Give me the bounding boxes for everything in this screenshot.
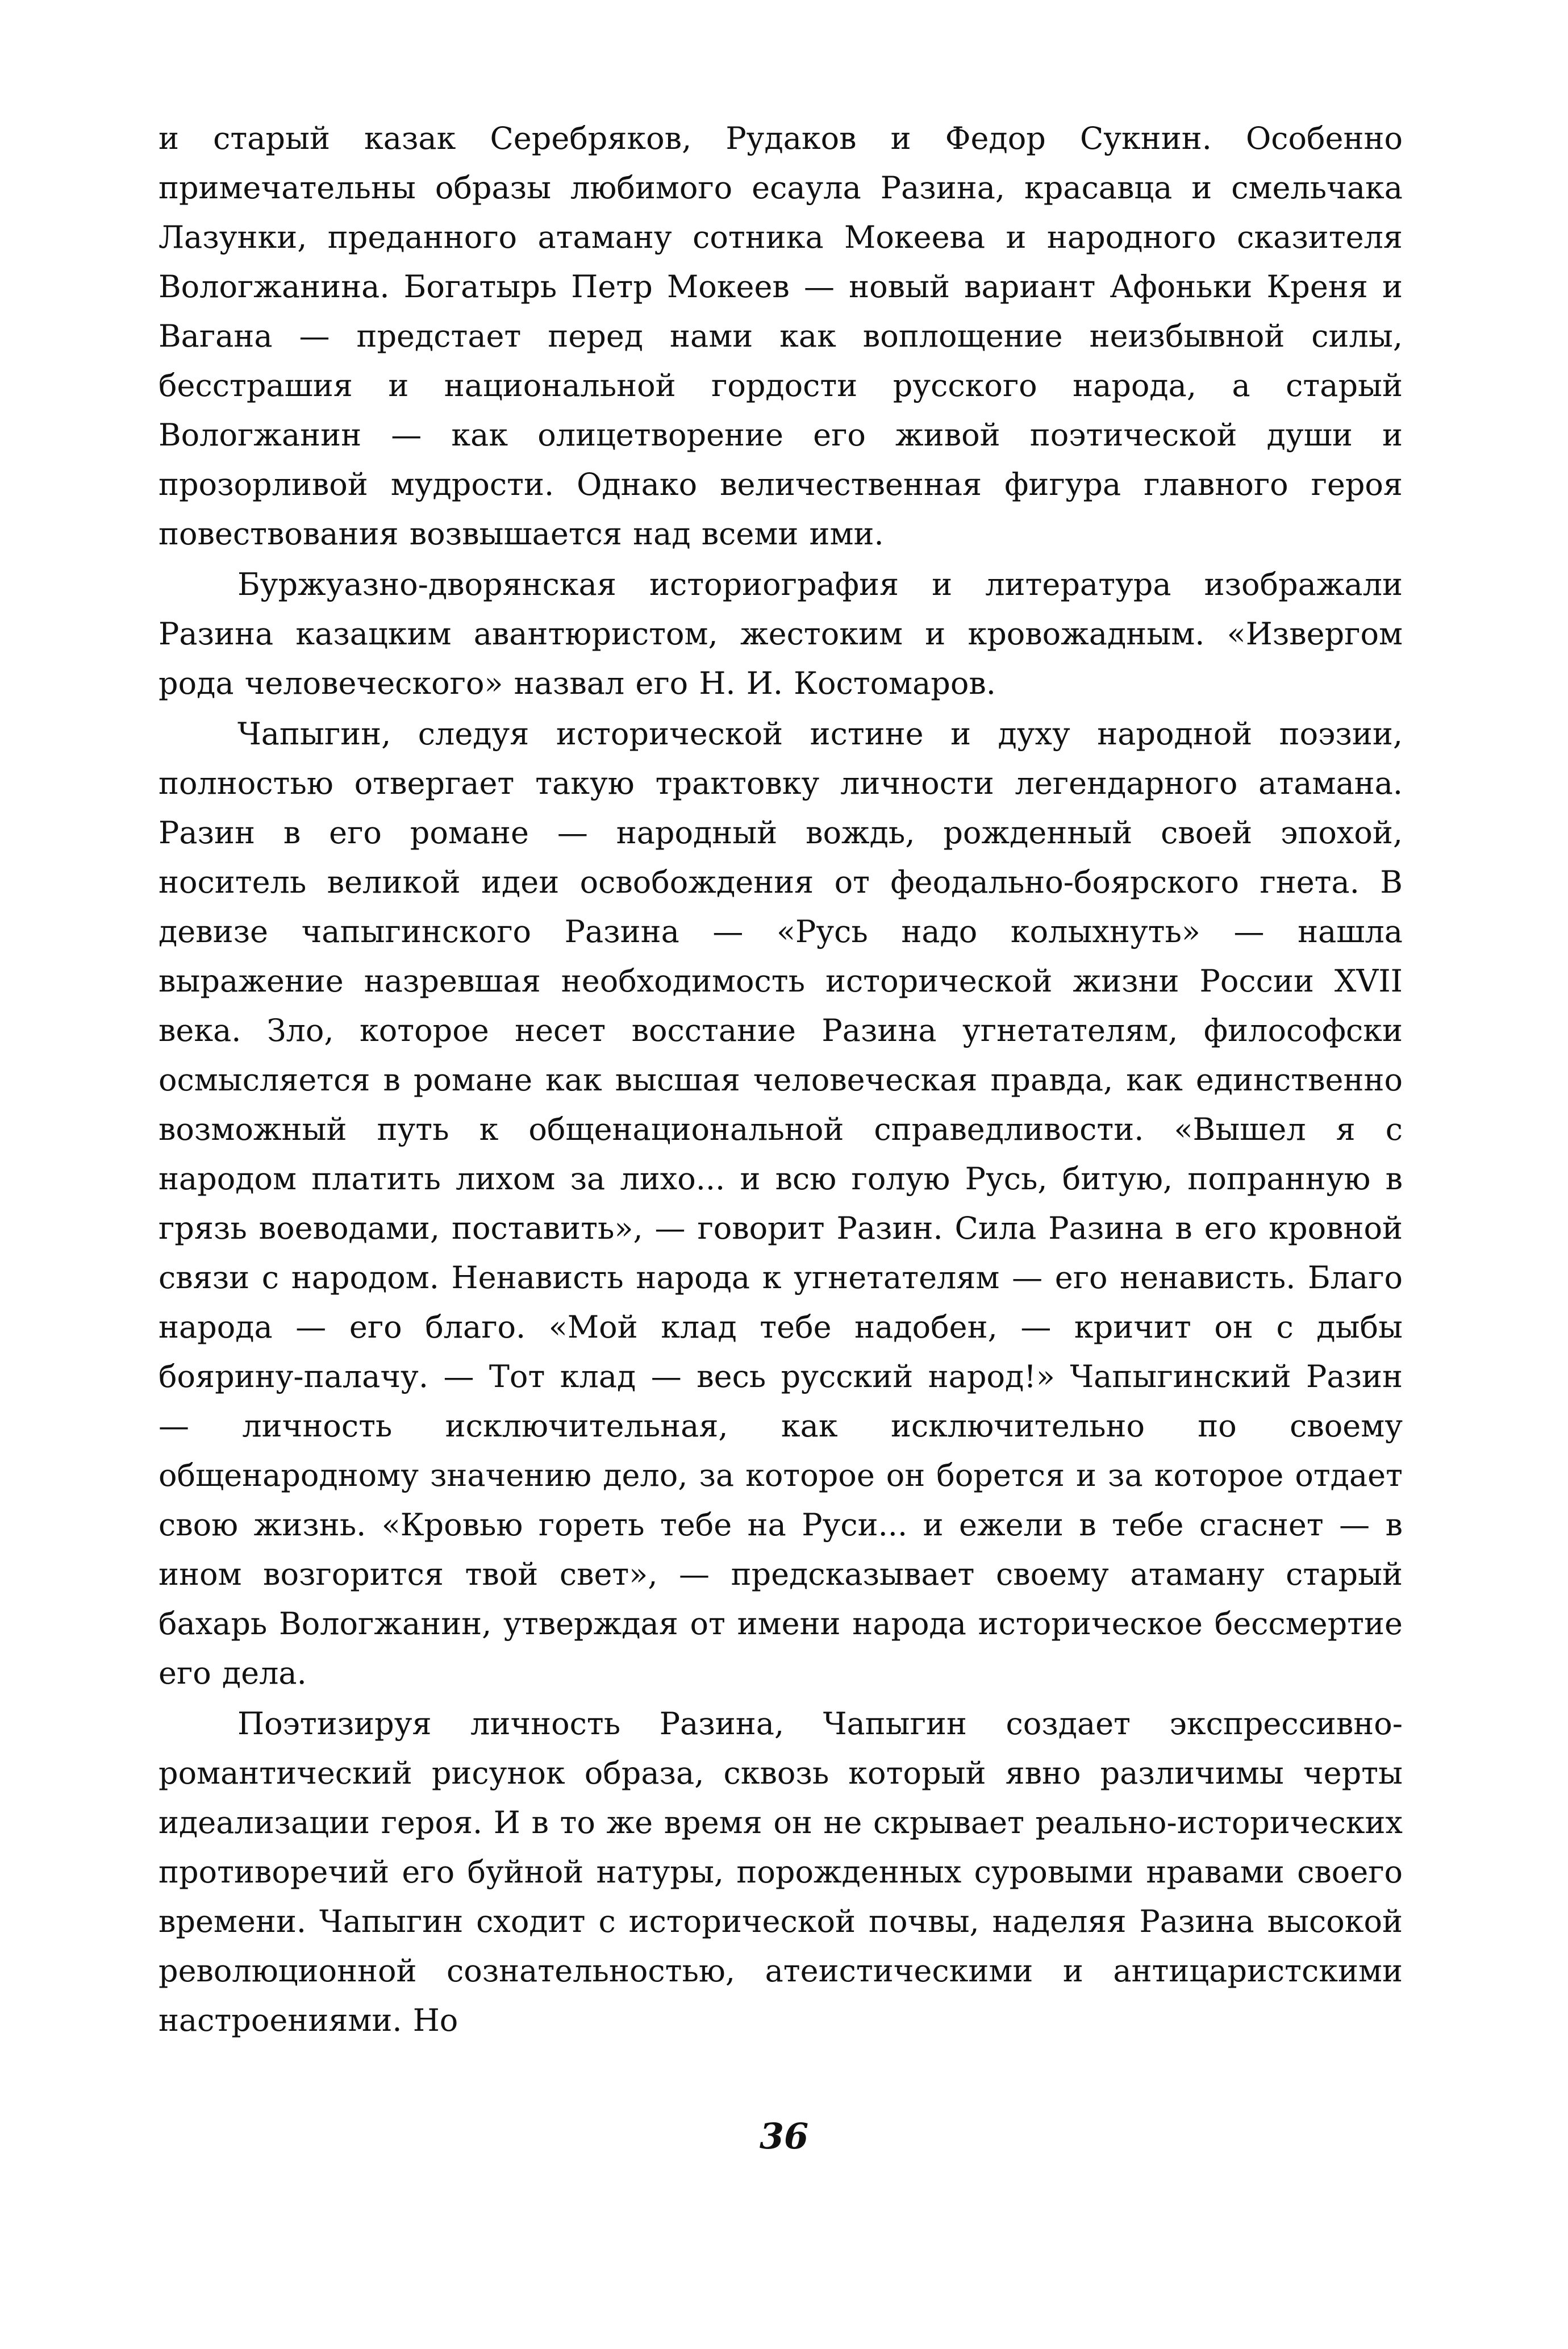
paragraph-3: Чапыгин, следуя исторической истине и духу народной поэзии, полностью отвергает такую трактовку личности легендарного атамана. Разин в его романе — народный вождь, рожденный своей эпохой, носитель великой идеи освобождения от феодально-боярского гнета. В девизе чапыгинского Разина — «Русь надо колыхнуть» — нашла выражение назревшая необходимость исторической жизни России XVII века. Зло, которое несет восстание Разина угнетателям, философски осмысляется в романе как высшая человеческая правда, как единственно возможный путь к общенациональной справедливости. «Вышел я с народом платить лихом за лихо... и всю голую Русь, битую, попранную в грязь воеводами, поставить», — говорит Разин. Сила Разина в его кровной связи с народом. Ненависть народа к угнетателям — его ненависть. Благо народа — его благо. «Мой клад тебе надобен, — кричит он с дыбы боярину-палачу. — Тот клад — весь русский народ!» Чапыгинский Разин — личность исключительная, как исключительно по своему общенародному значению дело, за которое он борется и за которое отдает свою жизнь. «Кровью гореть тебе на Руси... и ежели в тебе сгаснет — в ином возгорится твой свет», — предсказывает своему атаману старый бахарь Вологжанин, утверждая от имени народа историческое бессмертие его дела. — [159, 716, 1403, 1691]
paragraph-2: Буржуазно-дворянская историография и литература изображали Разина казацким авантюристом, жестоким и кровожадным. «Извергом рода человеческого» назвал его Н. И. Костомаров. — [159, 567, 1403, 701]
paragraph-4: Поэтизируя личность Разина, Чапыгин создает экспрессивно-романтический рисунок образа, сквозь который явно различимы черты идеализации героя. И в то же время он не скрывает реально-исторических противоречий его буйной натуры, порожденных суровыми нравами своего времени. Чапыгин сходит с исторической почвы, наделяя Разина высокой революционной сознательностью, атеистическими и антицаристскими настроениями. Но — [159, 1706, 1403, 2038]
paragraph-1: и старый казак Серебряков, Рудаков и Федор Сукнин. Особенно примечательны образы любимого есаула Разина, красавца и смельчака Лазунки, преданного атаману сотника Мокеева и народного сказителя Вологжанина. Богатырь Петр Мокеев — новый вариант Афоньки Креня и Вагана — предстает перед нами как воплощение неизбывной силы, бесстрашия и национальной гордости русского народа, а старый Вологжанин — как олицетворение его живой поэтической души и прозорливой мудрости. Однако величественная фигура главного героя повествования возвышается над всеми ими. — [159, 120, 1403, 552]
body-text — [159, 114, 1403, 2045]
page-number: 36 — [759, 2115, 809, 2157]
